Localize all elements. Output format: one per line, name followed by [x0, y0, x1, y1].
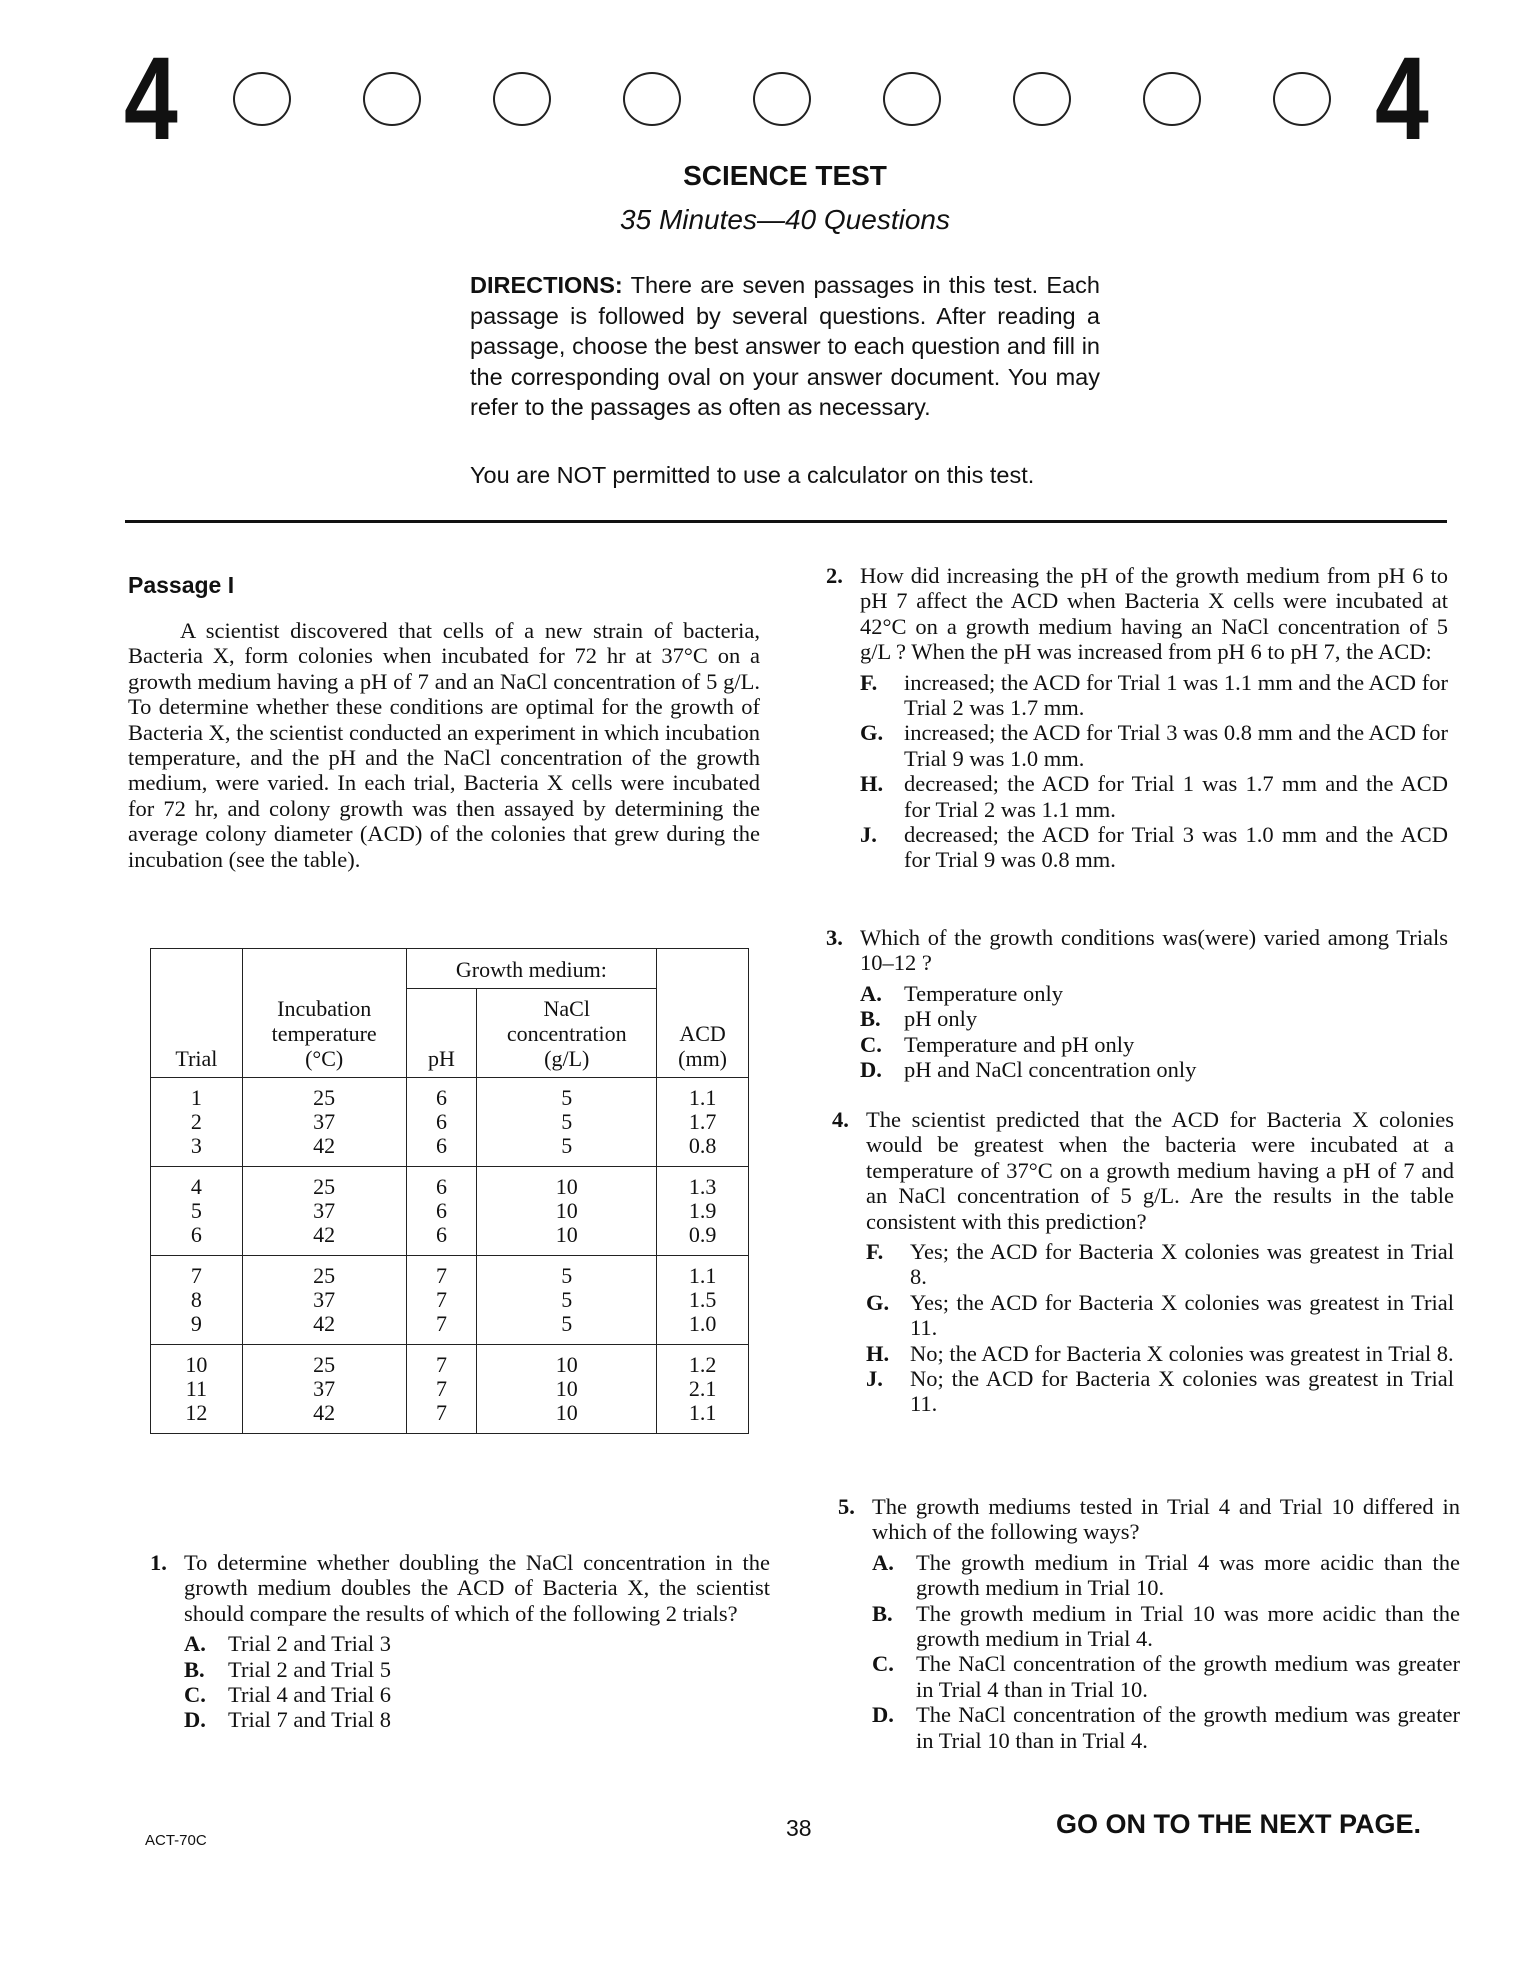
section-number-left: 4 — [124, 33, 178, 165]
option-f[interactable]: F. Yes; the ACD for Bacteria X colonies was greatest in Trial 8. — [866, 1239, 1454, 1290]
table-cell-ph: 6 6 6 — [406, 1078, 477, 1167]
col-header-ph: pH — [406, 989, 477, 1078]
question-number: 1. — [150, 1550, 167, 1575]
option-list — [860, 981, 1448, 1083]
option-d[interactable]: D. The NaCl concentration of the growth medium was greater in Trial 10 than in Trial 4. — [872, 1702, 1460, 1753]
option-h[interactable]: H. No; the ACD for Bacteria X colonies was greatest in Trial 8. — [866, 1340, 1454, 1366]
question-stem: To determine whether doubling the NaCl concentration in the growth medium doubles the ACD of Bacteria X, the scientist should compare the results of which of the following 2 trials? — [184, 1550, 770, 1626]
table-cell-ph: 7 7 7 — [406, 1345, 477, 1434]
question-number: 3. — [826, 925, 843, 950]
option-list — [866, 1239, 1454, 1417]
oval-icon — [1273, 72, 1331, 126]
table-cell-acd: 1.3 1.9 0.9 — [657, 1167, 749, 1256]
next-page-note: GO ON TO THE NEXT PAGE. — [1056, 1809, 1422, 1839]
table-row — [151, 1167, 749, 1256]
table-cell-nacl: 5 5 5 — [477, 1256, 657, 1345]
question-number: 5. — [838, 1494, 855, 1519]
table-cell-trial: 1 2 3 — [151, 1078, 243, 1167]
option-a[interactable]: A. Temperature only — [860, 980, 1063, 1006]
page-number: 38 — [786, 1815, 812, 1841]
directions-label: DIRECTIONS: — [470, 272, 623, 298]
calculator-note: You are NOT permitted to use a calculator on this test. — [470, 462, 1035, 488]
table-cell-temp: 25 37 42 — [242, 1167, 406, 1256]
question-stem: How did increasing the pH of the growth medium from pH 6 to pH 7 affect the ACD when Bacteria X cells were incubated at 42°C on a growth medium having an NaCl concentration of 5 g/L ? When the pH was increased from pH 6 to pH 7, the ACD: — [860, 563, 1448, 665]
data-table-wrap — [150, 948, 749, 1434]
option-g[interactable]: G. Yes; the ACD for Bacteria X colonies was greatest in Trial 11. — [866, 1289, 1454, 1341]
oval-icon — [753, 72, 811, 126]
test-title: SCIENCE TEST — [683, 160, 887, 191]
oval-icon — [1013, 72, 1071, 126]
oval-icon — [493, 72, 551, 126]
passage-text: A scientist discovered that cells of a new strain of bacteria, Bacteria X, form colonies when incubated for 72 hr at 37°C on a growth medium having a pH of 7 and an NaCl concentration of 5 g/L. To determine whether these conditions are optimal for the growth of Bacteria X, the scientist conducted an experiment in which incubation temperature, and the pH and the NaCl concentration of the growth medium, were varied. In each trial, Bacteria X cells were incubated for 72 hr, and colony growth was then assayed by determining the average colony diameter (ACD) of the colonies that grew during the incubation (see the table). — [128, 618, 760, 872]
question-number: 2. — [826, 563, 843, 588]
option-f[interactable]: F. increased; the ACD for Trial 1 was 1.1 mm and the ACD for Trial 2 was 1.7 mm. — [860, 669, 1448, 721]
oval-icon — [363, 72, 421, 126]
option-c[interactable]: C. The NaCl concentration of the growth medium was greater in Trial 4 than in Trial 10. — [872, 1651, 1460, 1702]
question-number: 4. — [832, 1107, 849, 1132]
table-row — [151, 1078, 749, 1167]
table-cell-acd: 1.1 1.5 1.0 — [657, 1256, 749, 1345]
question-stem: Which of the growth conditions was(were) varied among Trials 10–12 ? — [860, 925, 1448, 976]
oval-icon — [623, 72, 681, 126]
table-cell-acd: 1.1 1.7 0.8 — [657, 1078, 749, 1167]
option-b[interactable]: B. Trial 2 and Trial 5 — [184, 1656, 391, 1682]
question-3 — [826, 925, 1448, 1082]
col-header-temperature: Incubation temperature (°C) — [242, 949, 406, 1078]
directions-text: There are seven passages in this test. Each passage is followed by several questions. After reading a passage, choose the best answer to each question and fill in the corresponding oval on your answer document. You may refer to the passages as often as necessary. — [470, 272, 1100, 420]
passage-heading: Passage I — [128, 572, 235, 598]
option-g[interactable]: G. increased; the ACD for Trial 3 was 0.8 mm and the ACD for Trial 9 was 1.0 mm. — [860, 720, 1448, 771]
question-stem: The growth mediums tested in Trial 4 and Trial 10 differed in which of the following ways? — [872, 1494, 1460, 1545]
table-cell-trial: 10 11 12 — [151, 1345, 243, 1434]
data-table — [150, 948, 749, 1434]
table-cell-temp: 25 37 42 — [242, 1256, 406, 1345]
option-d[interactable]: D. pH and NaCl concentration only — [860, 1057, 1197, 1083]
question-2 — [826, 563, 1448, 873]
table-cell-trial: 4 5 6 — [151, 1167, 243, 1256]
option-j[interactable]: J. No; the ACD for Bacteria X colonies was greatest in Trial 11. — [866, 1366, 1454, 1417]
option-h[interactable]: H. decreased; the ACD for Trial 1 was 1.7 mm and the ACD for Trial 2 was 1.1 mm. — [860, 771, 1448, 822]
directions — [470, 270, 1100, 423]
col-header-nacl: NaCl concentration (g/L) — [477, 989, 657, 1078]
option-c[interactable]: C. Temperature and pH only — [860, 1031, 1135, 1057]
table-cell-temp: 25 37 42 — [242, 1078, 406, 1167]
test-subtitle: 35 Minutes—40 Questions — [620, 204, 950, 235]
oval-icon — [1143, 72, 1201, 126]
table-cell-trial: 7 8 9 — [151, 1256, 243, 1345]
option-j[interactable]: J. decreased; the ACD for Trial 3 was 1.0 mm and the ACD for Trial 9 was 0.8 mm. — [860, 822, 1448, 873]
option-b[interactable]: B. pH only — [860, 1006, 978, 1032]
option-list — [860, 670, 1448, 873]
col-header-trial: Trial — [151, 949, 243, 1078]
question-5 — [838, 1494, 1460, 1753]
section-number-right: 4 — [1375, 33, 1429, 165]
table-cell-ph: 7 7 7 — [406, 1256, 477, 1345]
table-cell-ph: 6 6 6 — [406, 1167, 477, 1256]
table-cell-acd: 1.2 2.1 1.1 — [657, 1345, 749, 1434]
option-d[interactable]: D. Trial 7 and Trial 8 — [184, 1707, 391, 1733]
oval-icon — [233, 72, 291, 126]
table-cell-nacl: 5 5 5 — [477, 1078, 657, 1167]
question-4 — [832, 1107, 1454, 1417]
col-header-acd: ACD (mm) — [657, 949, 749, 1078]
table-body — [151, 1078, 749, 1434]
oval-icon — [883, 72, 941, 126]
option-a[interactable]: A. The growth medium in Trial 4 was more acidic than the growth medium in Trial 10. — [872, 1549, 1460, 1601]
table-cell-nacl: 10 10 10 — [477, 1167, 657, 1256]
option-b[interactable]: B. The growth medium in Trial 10 was more acidic than the growth medium in Trial 4. — [872, 1600, 1460, 1652]
option-list — [872, 1550, 1460, 1753]
option-a[interactable]: A. Trial 2 and Trial 3 — [184, 1631, 391, 1657]
col-header-growth-medium: Growth medium: — [406, 949, 657, 989]
option-list — [184, 1631, 770, 1733]
table-header-row — [151, 949, 749, 989]
table-row — [151, 1256, 749, 1345]
table-row — [151, 1345, 749, 1434]
table-cell-temp: 25 37 42 — [242, 1345, 406, 1434]
header-divider — [125, 520, 1447, 523]
question-1 — [150, 1550, 770, 1733]
question-stem: The scientist predicted that the ACD for Bacteria X colonies would be greatest when the bacteria were incubated at a temperature of 37°C on a growth medium having a pH of 7 and an NaCl concentration of 5 g/L. Are the results in the table consistent with this prediction? — [866, 1107, 1454, 1234]
form-code: ACT-70C — [145, 1832, 207, 1849]
table-cell-nacl: 10 10 10 — [477, 1345, 657, 1434]
option-c[interactable]: C. Trial 4 and Trial 6 — [184, 1682, 391, 1708]
